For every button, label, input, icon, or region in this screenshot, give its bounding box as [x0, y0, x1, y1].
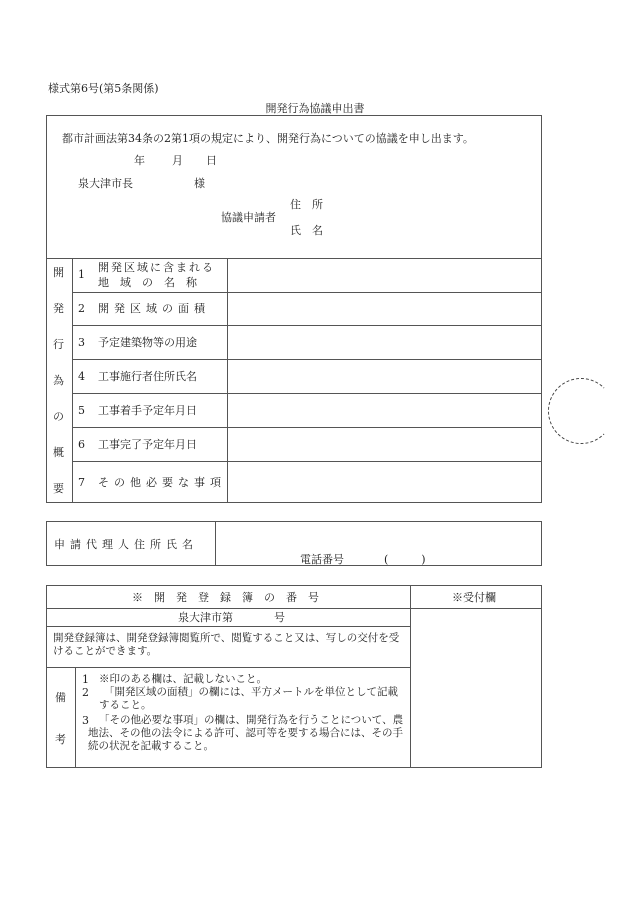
item-label: 開発区域に含まれる [98, 261, 215, 274]
remarks-label-char: 備 [55, 691, 66, 704]
item-label: 工事着手予定年月日 [98, 404, 197, 417]
item-number: 7 [78, 476, 85, 489]
document-title: 開発行為協議申出書 [265, 102, 365, 115]
overview-side-char: 概 [53, 446, 64, 459]
date-month: 月 [172, 154, 183, 167]
agent-phone-paren: ( ) [384, 553, 426, 566]
item-label: 工事完了予定年月日 [98, 438, 197, 451]
applicant-label: 協議申請者 [221, 211, 276, 224]
note-text: ※印のある欄は、記載しないこと。 [99, 673, 267, 685]
item-number: 4 [78, 370, 85, 383]
overview-side-char: 要 [53, 482, 64, 495]
item-label: 開発区域の面積 [98, 302, 210, 315]
overview-side-char: 発 [53, 302, 64, 315]
registry-header: ※ 開 発 登 録 簿 の 番 号 [132, 591, 319, 604]
overview-side-char: の [53, 410, 64, 423]
form-number: 様式第6号(第5条関係) [48, 82, 159, 95]
remarks-label-char: 考 [55, 733, 66, 746]
applicant-address-label: 住 所 [290, 198, 323, 211]
item-number: 1 [78, 268, 85, 281]
note-text: 「開発区域の面積」の欄には、平方メートルを単位として記載すること。 [99, 686, 398, 711]
note-number: 3 [82, 714, 89, 727]
overview-side-char: 行 [53, 338, 64, 351]
item-label: 予定建築物等の用途 [98, 336, 197, 349]
applicant-name-label: 氏 名 [290, 224, 323, 237]
item-label: 地 域 の 名 称 [98, 276, 197, 289]
reception-header: ※受付欄 [452, 591, 496, 604]
registry-number-suffix: 号 [274, 611, 285, 624]
date-day: 日 [206, 154, 217, 167]
item-number: 6 [78, 438, 85, 451]
addressee-honorific: 様 [194, 177, 205, 190]
agent-label: 申請代理人住所氏名 [54, 538, 198, 551]
agent-phone-label: 電話番号 [300, 553, 344, 566]
note-text: 「その他必要な事項」の欄は、開発行為を行うことについて、農地法、その他の法令による許可、認可等を要する場合には、その手続の状況を記載すること。 [88, 714, 404, 752]
overview-side-char: 開 [53, 266, 64, 279]
item-label: 工事施行者住所氏名 [98, 370, 197, 383]
date-year: 年 [134, 154, 145, 167]
item-label: その他必要な事項 [98, 476, 226, 489]
binding-hole-mark [548, 378, 614, 444]
overview-side-char: 為 [53, 374, 64, 387]
note-number: 1 [82, 673, 89, 686]
item-number: 3 [78, 336, 85, 349]
registry-city-prefix: 泉大津市第 [178, 611, 233, 624]
note-number: 2 [82, 686, 89, 699]
item-number: 5 [78, 404, 85, 417]
addressee-name: 泉大津市長 [78, 177, 133, 190]
item-number: 2 [78, 302, 85, 315]
declaration-text: 都市計画法第34条の2第1項の規定により、開発行為についての協議を申し出ます。 [62, 132, 474, 145]
registry-notice: 開発登録簿は、開発登録簿閲覧所で、閲覧すること又は、写しの交付を受けることができます。 [53, 632, 400, 657]
